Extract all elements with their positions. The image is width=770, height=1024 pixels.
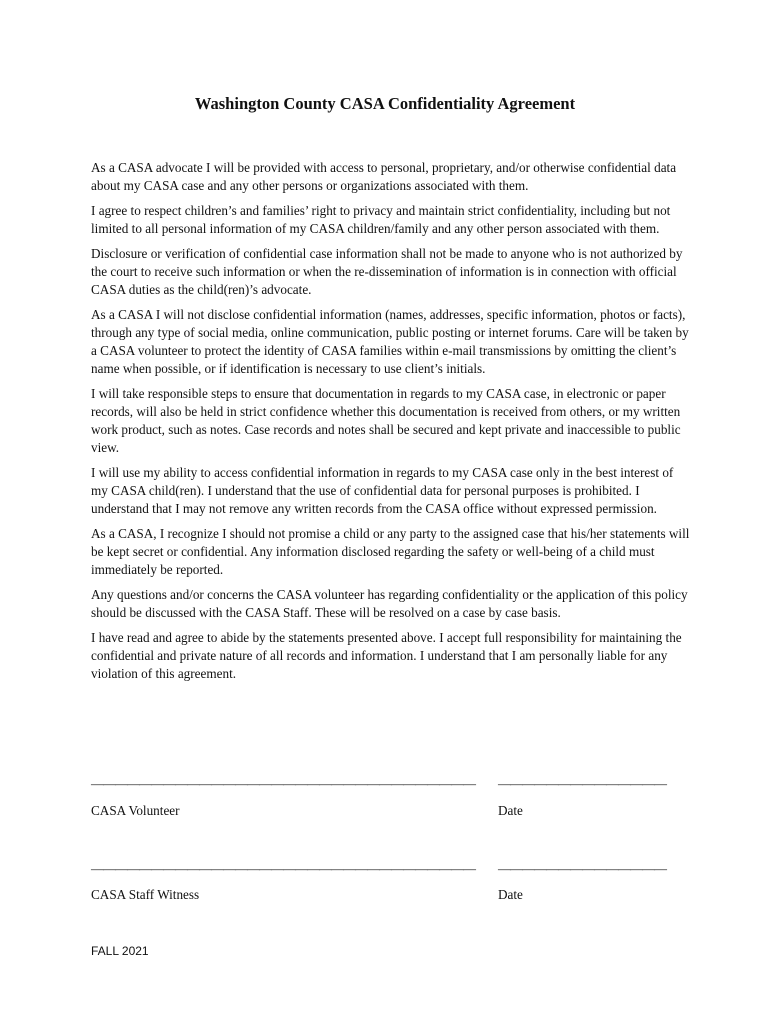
paragraph-questions: Any questions and/or concerns the CASA volunteer has regarding confidentiality or the application of this policy should be discussed with the CASA Staff. These will be resolved on a case by case basis. bbox=[91, 587, 688, 620]
paragraph-social-media: As a CASA I will not disclose confidential information (names, addresses, specific information, photos or facts), through any type of social media, online communication, public posting or internet forums. Care will be taken by a CASA volunteer to protect the identity of CASA families within e-mail transmissions by omitting the client’s name when possible, or if identification is necessary to use client’s initials. bbox=[91, 307, 689, 376]
paragraph-documentation: I will take responsible steps to ensure that documentation in regards to my CASA case, in electronic or paper records, will also be held in strict confidence whether this documentation is received from others, or my written work product, such as notes. Case records and notes shall be secured and kept private and inaccessible to public view. bbox=[91, 386, 681, 455]
volunteer-signature-line[interactable]: ———————————————————————————————— bbox=[91, 776, 475, 791]
paragraph-use: I will use my ability to access confidential information in regards to my CASA case only in the best interest of my CASA child(ren). I understand that the use of confidential data for personal purposes is prohibited. I understand that I may not remove any written records from the CASA office without expressed permission. bbox=[91, 465, 674, 516]
document-title: Washington County CASA Confidentiality Agreement bbox=[194, 94, 576, 113]
footer-date: FALL 2021 bbox=[91, 944, 149, 958]
volunteer-date-label: Date bbox=[498, 803, 523, 818]
agreement-body bbox=[91, 159, 691, 690]
paragraph-disclosure: Disclosure or verification of confidential case information shall not be made to anyone who is not authorized by the court to receive such information or when the re-dissemination of information is in connection with official CASA duties as the child(ren)’s advocate. bbox=[91, 246, 683, 297]
paragraph-secrets: As a CASA, I recognize I should not promise a child or any party to the assigned case that his/her statements will be kept secret or confidential. Any information disclosed regarding the safety or well-being of a child must immediately be reported. bbox=[91, 526, 690, 577]
paragraph-privacy: I agree to respect children’s and families’ right to privacy and maintain strict confidentiality, including but not limited to all personal information of my CASA children/family and any other person associated with them. bbox=[91, 203, 671, 236]
witness-date-line[interactable]: —————————————— bbox=[498, 861, 666, 876]
paragraph-access: As a CASA advocate I will be provided with access to personal, proprietary, and/or otherwise confidential data about my CASA case and any other persons or organizations associated with them. bbox=[91, 160, 677, 193]
witness-label: CASA Staff Witness bbox=[91, 887, 200, 902]
volunteer-date-line[interactable]: —————————————— bbox=[498, 776, 666, 791]
witness-signature-line[interactable]: ———————————————————————————————— bbox=[91, 861, 475, 876]
witness-date-label: Date bbox=[498, 887, 523, 902]
paragraph-acknowledgement: I have read and agree to abide by the statements presented above. I accept full responsibility for maintaining the confidential and private nature of all records and information. I understand that I am personally liable for any violation of this agreement. bbox=[91, 630, 682, 681]
volunteer-label: CASA Volunteer bbox=[91, 803, 180, 818]
